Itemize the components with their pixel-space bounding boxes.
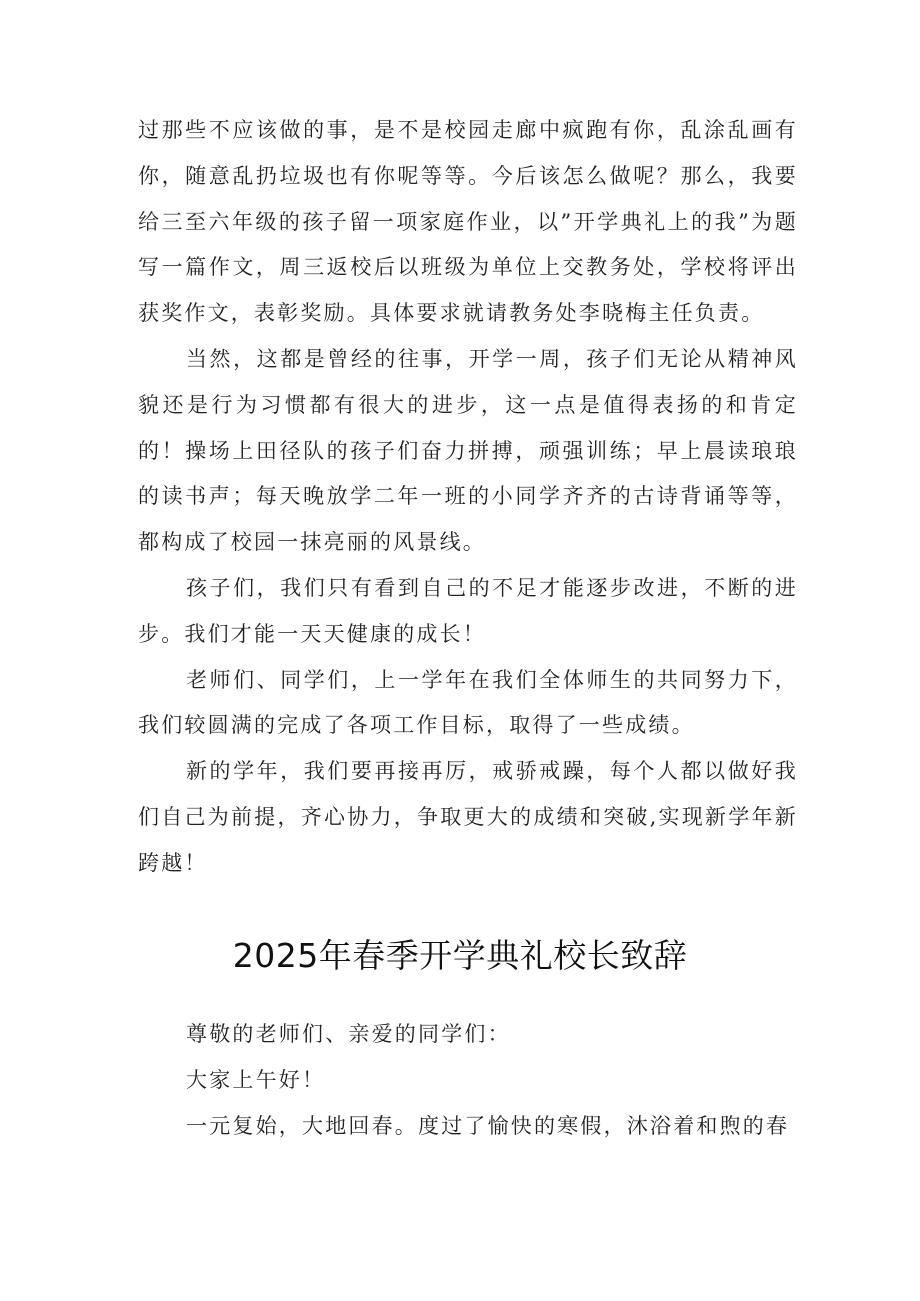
- paragraph: 过那些不应该做的事，是不是校园走廊中疯跑有你，乱涂乱画有你，随意乱扔垃圾也有你呢等等。今后该怎么做呢？那么，我要给三至六年级的孩子留一项家庭作业，以”开学典礼上的我”为题写一篇作文，周三返校后以班级为单位上交教务处，学校将评出获奖作文，表彰奖励。具体要求就请教务处李晓梅主任负责。: [138, 118, 798, 326]
- paragraph: 老师们、同学们，上一学年在我们全体师生的共同努力下，我们较圆满的完成了各项工作目标，取得了一些成绩。: [138, 667, 798, 738]
- paragraph: 新的学年，我们要再接再厉，戒骄戒躁，每个人都以做好我们自己为前提，齐心协力，争取更大的成绩和突破,实现新学年新跨越！: [138, 759, 798, 875]
- paragraph: 当然，这都是曾经的往事，开学一周，孩子们无论从精神风貌还是行为习惯都有很大的进步，这一点是值得表扬的和肯定的！操场上田径队的孩子们奋力拼搏，顽强训练；早上晨读琅琅的读书声；每天晚放学二年一班的小同学齐齐的古诗背诵等等，都构成了校园一抹亮丽的风景线。: [138, 346, 798, 555]
- greeting: 大家上午好！: [186, 1067, 326, 1092]
- document-title: 2025年春季开学典礼校长致辞: [232, 936, 688, 975]
- continuation-section: [138, 108, 798, 887]
- paragraph: 孩子们，我们只有看到自己的不足才能逐步改进，不断的进步。我们才能一天天健康的成长！: [138, 575, 798, 646]
- paragraph: 一元复始，大地回春。度过了愉快的寒假，沐浴着和煦的春: [186, 1113, 790, 1138]
- salutation: 尊敬的老师们、亲爱的同学们：: [186, 1022, 511, 1046]
- speech-section: [138, 1012, 798, 1149]
